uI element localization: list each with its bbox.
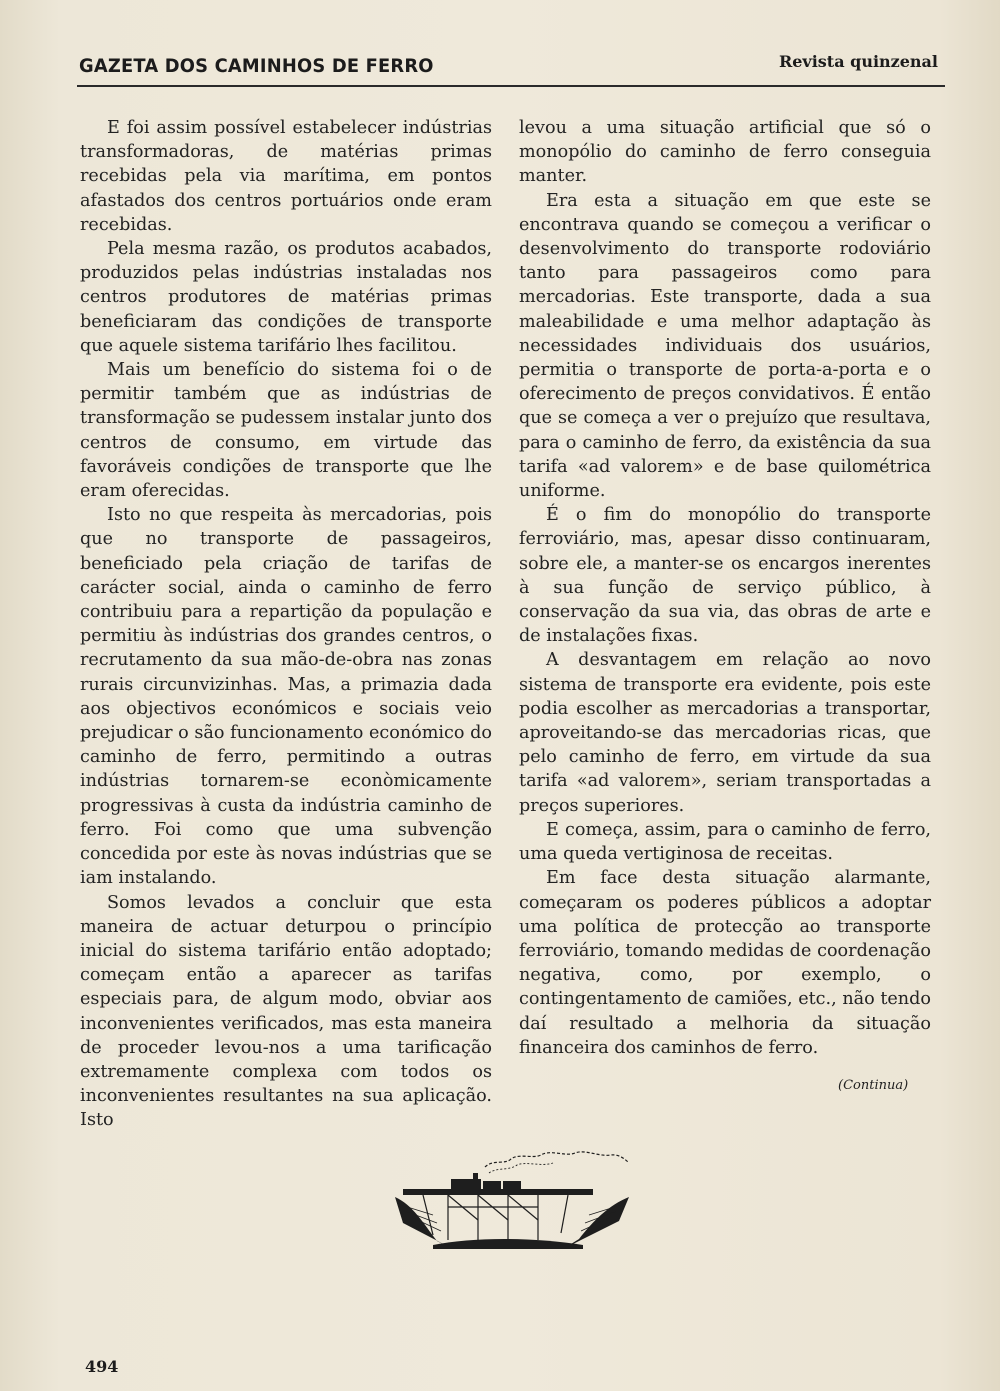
paragraph: Isto no que respeita às mercadorias, pois que no transporte de passageiros, beneficiado pela criação de tarifas de carácter social, ainda o caminho de ferro contribuiu para a repartição da população e permitiu às indústrias dos grandes centros, o recrutamento da sua mão-de-obra nas zonas rurais circunvizinhas. Mas, a primazia dada aos objectivos económicos e sociais veio prejudicar o são funcionamento económico do caminho de ferro, permitindo a outras indústrias tornarem-se econòmicamente progressivas à custa da indústria caminho de ferro. Foi como que uma subvenção concedida por este às novas indústrias que se iam instalando. [80,505,492,889]
continuation-note: (Continua) [838,1078,909,1093]
paragraph: Somos levados a concluir que esta maneira de actuar deturpou o princípio inicial do sistema tarifário então adoptado; começam então a aparecer as tarifas especiais para, de algum modo, obviar aos inconvenientes verificados, mas esta maneira de proceder levou-nos a uma tarificação extremamente complexa com todos os inconvenientes resultantes na sua aplicação. Isto [80,892,492,1131]
header-rule [77,85,945,87]
paragraph: A desvantagem em relação ao novo sistema de transporte era evidente, pois este podia escolher as mercadorias a transportar, aproveitando-se das mercadorias ricas, que pelo caminho de ferro, em virtude da sua tarifa «ad valorem», seriam transportadas a preços superiores. [519,650,931,816]
right-column [519,116,931,1060]
paragraph: É o fim do monopólio do transporte ferroviário, mas, apesar disso continuaram, sobre ele, a manter-se os encargos inerentes à sua função de serviço público, à conservação da sua via, das obras de arte e de instalações fixas. [519,505,931,647]
paragraph: E foi assim possível estabelecer indústrias transformadoras, de matérias primas recebidas pela via marítima, em pontos afastados dos centros portuários onde eram recebidas. [80,118,492,235]
train-on-viaduct-icon [393,1145,633,1255]
paragraph: E começa, assim, para o caminho de ferro, uma queda vertiginosa de receitas. [519,819,931,865]
paragraph: Mais um benefício do sistema foi o de permitir também que as indústrias de transformação se pudessem instalar junto dos centros de consumo, em virtude das favoráveis condições de transporte que lhe eram oferecidas. [80,360,492,502]
magazine-subtitle: Revista quinzenal [778,52,938,71]
paragraph: Em face desta situação alarmante, começaram os poderes públicos a adoptar uma política de protecção ao transporte ferroviário, tomando medidas de coordenação negativa, como, por exemplo, o contingentamento de camiões, etc., não tendo daí resultado a melhoria da situação financeira dos caminhos de ferro. [519,868,931,1058]
paragraph: Era esta a situação em que este se encontrava quando se começou a verificar o desenvolvimento do transporte rodoviário tanto para passageiros como para mercadorias. Este transporte, dada a sua maleabilidade e uma melhor adaptação às necessidades individuais dos usuários, permitia o transporte de porta-a-porta e o oferecimento de preços convidativos. É então que se começa a ver o prejuízo que resultava, para o caminho de ferro, da existência da sua tarifa «ad valorem» e de base quilométrica uniforme. [519,190,931,502]
left-column [80,116,492,1133]
paragraph: levou a uma situação artificial que só o monopólio do caminho de ferro conseguia manter. [519,118,931,187]
paragraph: Pela mesma razão, os produtos acabados, produzidos pelas indústrias instaladas nos centros produtores de matérias primas beneficiaram das condições de transporte que aquele sistema tarifário lhes facilitou. [80,239,492,356]
page-number: 494 [85,1357,119,1376]
magazine-title: GAZETA DOS CAMINHOS DE FERRO [79,55,434,77]
